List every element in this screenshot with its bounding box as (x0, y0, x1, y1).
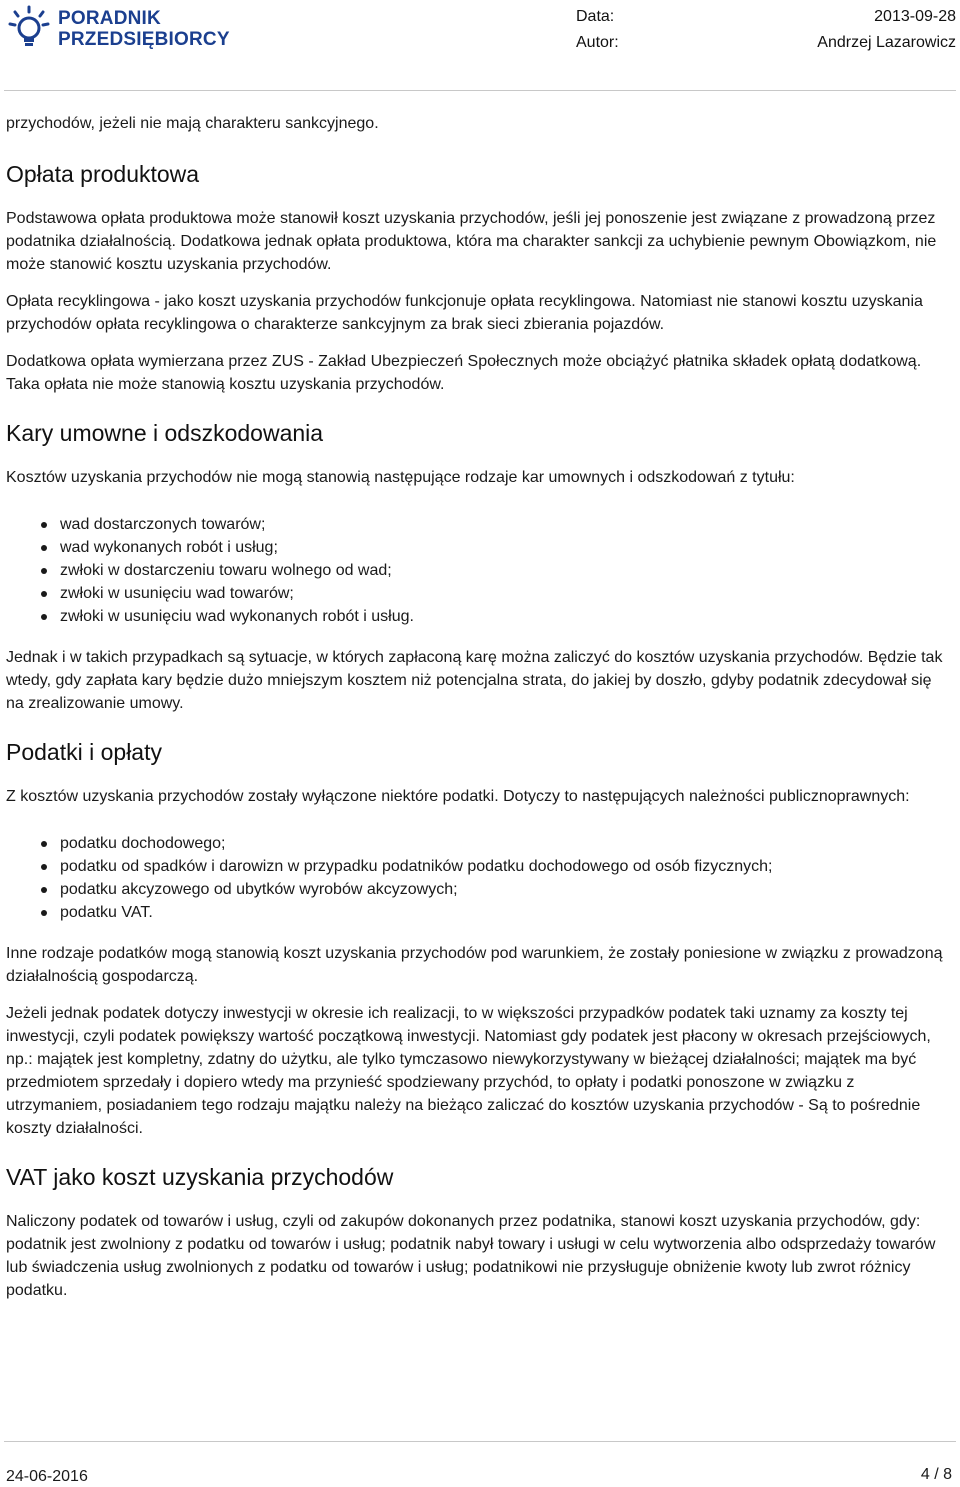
list-item: podatku od spadków i darowizn w przypadku podatników podatku dochodowego od osób fizycznych; (60, 855, 946, 878)
list-item: zwłoki w usunięciu wad towarów; (60, 582, 946, 605)
paragraph: Kosztów uzyskania przychodów nie mogą stanowią następujące rodzaje kar umownych i odszkodowań z tytułu: (6, 469, 795, 486)
header-divider (4, 90, 956, 91)
logo-line-2: PRZEDSIĘBIORCY (58, 29, 230, 50)
paragraph: Z kosztów uzyskania przychodów zostały wyłączone niektóre podatki. Dotyczy to następujących należności publicznoprawnych: (6, 788, 910, 805)
page-header (0, 0, 960, 90)
paragraph: Dodatkowa opłata wymierzana przez ZUS - Zakład Ubezpieczeń Społecznych może obciążyć płatnika składek opłatą dodatkową. Taka opłata nie może stanowią kosztu uzyskania przychodów. (6, 353, 922, 393)
podatki-list (6, 832, 946, 924)
paragraph: Inne rodzaje podatków mogą stanowią koszt uzyskania przychodów pod warunkiem, że zostały poniesione w związku z prowadzoną działalnością gospodarczą. (6, 945, 943, 985)
article-body (6, 112, 946, 1316)
list-item: podatku dochodowego; (60, 832, 946, 855)
paragraph: Podstawowa opłata produktowa może stanowił koszt uzyskania przychodów, jeśli jej ponoszenie jest związane z prowadzoną przez podatnika działalnością. Dodatkowa jednak opłata produktowa, która ma charakter sankcji za uchybienie pewnym Obowiązkom, nie może stanowić kosztu uzyskania przychodów. (6, 210, 937, 273)
list-item: zwłoki w usunięciu wad wykonanych robót i usług. (60, 605, 946, 628)
section-heading-vat: VAT jako koszt uzyskania przychodów (6, 1164, 394, 1190)
list-item: podatku akcyzowego od ubytków wyrobów akcyzowych; (60, 878, 946, 901)
logo-line-1: PORADNIK (58, 8, 161, 29)
footer-date: 24-06-2016 (6, 1468, 88, 1485)
section-heading-podatki: Podatki i opłaty (6, 739, 162, 765)
paragraph: Opłata recyklingowa - jako koszt uzyskania przychodów funkcjonuje opłata recyklingowa. Natomiast nie stanowi kosztu uzyskania przychodów opłata recyklingowa o charakterze sankcyjnym za brak sieci zbierania pojazdów. (6, 293, 923, 333)
paragraph: Jeżeli jednak podatek dotyczy inwestycji w okresie ich realizacji, to w większości przypadków podatek taki uznamy za koszty tej inwestycji, czyli podatek powiększy wartość początkową inwestycji. Natomiast gdy podatek jest płacony w okresach przejściowych, np.: majątek jest kompletny, zdatny do użytku, ale tylko tymczasowo niewykorzystywany w bieżącej działalności; majątek ma być przedmiotem sprzedały i dopiero wtedy ma przynieść spodziewany przychód, to opłaty i podatki ponoszone w związku z utrzymaniem, posiadaniem tego rodzaju majątku należy na bieżąco zaliczać do kosztów uzyskania przychodów - Są to pośrednie koszty działalności. (6, 1005, 931, 1137)
list-item: wad wykonanych robót i usług; (60, 536, 946, 559)
section-heading-kary: Kary umowne i odszkodowania (6, 420, 324, 446)
kary-list (6, 513, 946, 628)
document-meta (576, 4, 956, 56)
section-heading-oplata: Opłata produktowa (6, 161, 200, 187)
paragraph: Jednak i w takich przypadkach są sytuacje, w których zapłaconą karę można zaliczyć do kosztów uzyskania przychodów. Będzie tak wtedy, gdy zapłata kary będzie dużo mniejszym kosztem niż potencjalna strata, do jakiej by doszło, gdyby podatnik zdecydował się na zrealizowanie umowy. (6, 649, 943, 712)
logo (6, 4, 230, 50)
intro-paragraph: przychodów, jeżeli nie mają charakteru sankcyjnego. (6, 115, 379, 132)
lightbulb-icon (6, 4, 52, 50)
date-label: Data: (576, 8, 615, 25)
paragraph: Naliczony podatek od towarów i usług, czyli od zakupów dokonanych przez podatnika, stanowi koszt uzyskania przychodów, gdy: podatnik jest zwolniony z podatku od towarów i usług; podatnik nabył towary i usługi w celu wytworzenia albo odsprzedaży towarów lub świadczenia usług zwolnionych z podatku od towarów i usług; podatnikowi nie przysługuje obniżenie kwoty lub zwrot różnicy podatku. (6, 1213, 936, 1299)
list-item: zwłoki w dostarczeniu towaru wolnego od wad; (60, 559, 946, 582)
footer-divider (4, 1441, 956, 1442)
date-value: 2013-09-28 (874, 8, 956, 25)
list-item: wad dostarczonych towarów; (60, 513, 946, 536)
list-item: podatku VAT. (60, 901, 946, 924)
author-label: Autor: (576, 34, 619, 51)
author-value: Andrzej Lazarowicz (817, 34, 956, 51)
page-number: 4 / 8 (920, 1466, 952, 1483)
